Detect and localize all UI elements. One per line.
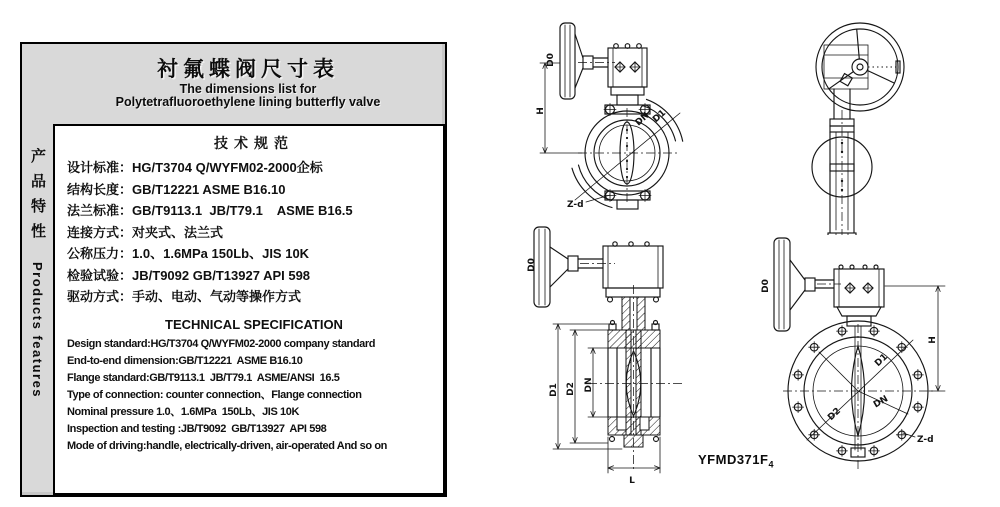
- drawing-side-view: [790, 15, 990, 235]
- dim-label-d1: D1: [651, 108, 669, 125]
- dim-label-h: H: [928, 336, 938, 344]
- spec-cn-heading: 技术规范: [214, 135, 294, 151]
- dim-label-zd: Z-d: [567, 200, 584, 210]
- model-number: [698, 452, 774, 470]
- spec-label: 驱动方式: [67, 289, 120, 304]
- spec-value: HG/T3704 Q/WYFM02-2000企标: [132, 160, 323, 175]
- dim-label-d1: D1: [873, 352, 891, 369]
- dim-label-zd: Z-d: [917, 435, 934, 445]
- spec-row: [67, 265, 441, 287]
- dim-label-dn: DN: [633, 110, 652, 129]
- spec-label: 法兰标准: [67, 203, 120, 218]
- spec-label: 公称压力: [67, 246, 120, 261]
- spec-colon: ：: [119, 246, 133, 261]
- spec-panel: [20, 42, 447, 497]
- gearbox: [603, 242, 663, 302]
- page-title: 衬氟蝶阀尺寸表: [157, 58, 339, 81]
- dim-label-dn: DN: [584, 377, 594, 393]
- spec-colon: ：: [119, 160, 133, 175]
- handwheel-front: [816, 23, 904, 111]
- spec-value: JB/T9092 GB/T13927 API 598: [132, 267, 311, 283]
- spec-box: [53, 124, 445, 495]
- sidebar-label-cn: 产品特性: [29, 148, 46, 248]
- dim-label-l: L: [629, 476, 635, 486]
- dim-label-d2: D2: [566, 382, 576, 396]
- dim-label-d0: D0: [761, 279, 771, 293]
- spec-en-line: Flange standard:GB/T9113.1 JB/T79.1 ASME/ANSI 16.5: [67, 371, 340, 384]
- model-number-text: YFMD371F: [698, 452, 769, 467]
- spec-label: 检验试验: [67, 267, 120, 283]
- dim-label-d1: D1: [549, 383, 559, 397]
- spec-en-line: Type of connection: counter connection、Flange connection: [67, 388, 362, 401]
- gearbox: [608, 44, 647, 105]
- spec-value: GB/T12221 ASME B16.10: [132, 181, 286, 197]
- spec-en-heading: TECHNICAL SPECIFICATION: [165, 316, 343, 332]
- spec-row: [67, 157, 441, 179]
- spec-value: 对夹式、法兰式: [132, 224, 224, 240]
- page-subtitle-1: The dimensions list for: [179, 82, 317, 96]
- flange-body: [783, 321, 935, 470]
- spec-label: 结构长度: [67, 181, 120, 197]
- spec-row: [67, 243, 441, 265]
- drawing-flanged-front-view: [755, 228, 1000, 485]
- spec-colon: ：: [119, 289, 133, 304]
- dim-label-d0: D0: [527, 258, 537, 272]
- spec-label: 设计标准: [67, 160, 120, 175]
- spec-en-line: Inspection and testing :JB/T9092 GB/T13927 API 598: [67, 422, 327, 435]
- handwheel-side: [774, 238, 841, 331]
- sidebar: [22, 44, 53, 495]
- spec-value: 手动、电动、气动等操作方式: [132, 289, 302, 304]
- page-subtitle-2: Polytetrafluoroethylene lining butterfly valve: [115, 95, 381, 109]
- spec-colon: ：: [119, 224, 133, 240]
- spec-en-line: Design standard:HG/T3704 Q/WYFM02-2000 company standard: [67, 337, 376, 350]
- dim-label-d2: D2: [826, 406, 844, 423]
- spec-row: [67, 286, 441, 308]
- drawing-wafer-front-view: [520, 10, 770, 240]
- spec-en-line: End-to-end dimension:GB/T12221 ASME B16.10: [67, 354, 303, 367]
- dim-label-dn: DN: [871, 394, 891, 411]
- body-section: [588, 321, 682, 448]
- spec-colon: ：: [119, 267, 133, 283]
- spec-colon: ：: [119, 181, 133, 197]
- gearbox: [834, 265, 884, 326]
- dim-label-d0: D0: [546, 53, 556, 67]
- spec-en-line: Nominal pressure 1.0、1.6MPa 150Lb、JIS 10K: [67, 405, 300, 418]
- sidebar-label-en: Products features: [30, 262, 45, 399]
- spec-row: [67, 179, 441, 201]
- spec-value: 1.0、1.6MPa 150Lb、JIS 10K: [132, 246, 310, 261]
- spec-row: [67, 222, 441, 244]
- handwheel-side: [560, 23, 615, 99]
- dimension-H: [540, 63, 582, 153]
- spec-colon: ：: [119, 203, 133, 218]
- spec-row: [67, 200, 441, 222]
- spec-label: 连接方式: [67, 224, 120, 240]
- model-number-subscript: 4: [768, 459, 774, 470]
- spec-value: GB/T9113.1 JB/T79.1 ASME B16.5: [132, 203, 353, 218]
- panel-header: [53, 53, 443, 109]
- dim-label-h: H: [536, 107, 546, 115]
- spec-en-line: Mode of driving:handle, electrically-driven, air-operated And so on: [67, 439, 387, 452]
